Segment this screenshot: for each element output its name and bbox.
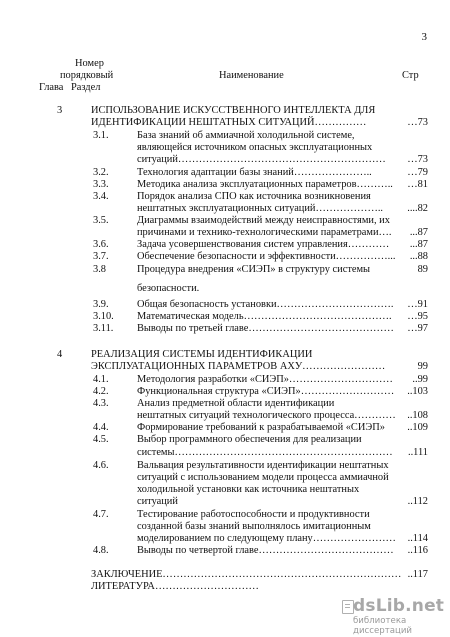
toc-entry-title-line: Диаграммы взаимодействий между неисправностями, их bbox=[137, 215, 390, 226]
conclusion-page: ..117 bbox=[407, 569, 428, 580]
page-number: 3 bbox=[421, 31, 427, 43]
toc-entry-title-line: Математическая модель……………………………………. bbox=[137, 311, 392, 322]
toc-entry-title-line: Обеспечение безопасности и эффективности……………... bbox=[137, 251, 396, 262]
toc-entry-number: 4.2. bbox=[93, 386, 109, 397]
toc-entry-title-line: ситуаций…………………………………………………… bbox=[137, 154, 386, 165]
toc-entry-page: ...87 bbox=[409, 239, 428, 250]
header-page-label: Стр bbox=[402, 70, 419, 81]
toc-entry-page: ....82 bbox=[407, 203, 428, 214]
toc-entry-number: 3.10. bbox=[93, 311, 114, 322]
toc-entry-title-line: созданной базы знаний выполнялось имитационным bbox=[137, 521, 371, 532]
header-section-label: Раздел bbox=[71, 82, 101, 93]
toc-entry-page: ...87 bbox=[409, 227, 428, 238]
toc-entry-title-line: нештатных эксплуатационных ситуаций……………….. bbox=[137, 203, 384, 214]
chapter-title-line: РЕАЛИЗАЦИЯ СИСТЕМЫ ИДЕНТИФИКАЦИИ bbox=[91, 349, 313, 360]
toc-entry-number: 4.5. bbox=[93, 434, 109, 445]
toc-entry-title-line: Тестирование работоспособности и продуктивности bbox=[137, 509, 370, 520]
toc-entry-title-line: системы……………………………………………………… bbox=[137, 447, 393, 458]
toc-entry-title-line: Общая безопасность установки……………………………. bbox=[137, 299, 394, 310]
toc-entry-number: 3.6. bbox=[93, 239, 109, 250]
toc-entry-title-line: Методология разработки «СИЭП»………………………… bbox=[137, 374, 393, 385]
header-name-label: Наименование bbox=[219, 70, 284, 81]
toc-entry-number: 3.5. bbox=[93, 215, 109, 226]
toc-entry-title-line: Формирование требований к разрабатываемой «СИЭП» bbox=[137, 422, 385, 433]
toc-entry-title-line: моделированием по следующему плану…………………… bbox=[137, 533, 396, 544]
chapter-title-line: ИДЕНТИФИКАЦИИ НЕШТАТНЫХ СИТУАЦИЙ…………… bbox=[91, 117, 367, 128]
toc-entry-title-line: холодильной установки как источника нештатных bbox=[137, 484, 360, 495]
toc-entry-title-line: причинами и технико-технологическими параметрами…. bbox=[137, 227, 392, 238]
toc-entry-page: ...88 bbox=[409, 251, 428, 262]
toc-entry-page: …91 bbox=[407, 299, 428, 310]
toc-entry-title-line: Функциональная структура «СИЭП»……………………… bbox=[137, 386, 395, 397]
toc-entry-title-line: Выводы по третьей главе…………………………………… bbox=[137, 323, 394, 334]
toc-entry-number: 4.8. bbox=[93, 545, 109, 556]
toc-entry-page: …97 bbox=[407, 323, 428, 334]
toc-entry-title-line: Выводы по четвертой главе………………………………… bbox=[137, 545, 394, 556]
toc-entry-page: ..111 bbox=[407, 447, 428, 458]
toc-entry-title-line: Процедура внедрения «СИЭП» в структуру системы bbox=[137, 264, 371, 275]
toc-entry-number: 4.1. bbox=[93, 374, 109, 385]
toc-entry-title-line: безопасности. bbox=[137, 283, 200, 294]
toc-entry-page: …73 bbox=[407, 154, 428, 165]
toc-entry-number: 3.8 bbox=[93, 264, 106, 275]
chapter-page: …73 bbox=[407, 117, 428, 128]
toc-entry-title-line: Методика анализа эксплуатационных параметров……….. bbox=[137, 179, 393, 190]
literature-label: ЛИТЕРАТУРА………………………… bbox=[91, 581, 259, 592]
toc-entry-number: 3.4. bbox=[93, 191, 109, 202]
chapter-number: 4 bbox=[57, 349, 63, 360]
toc-entry-title-line: Технология адаптации базы знаний………………….. bbox=[137, 167, 372, 178]
toc-entry-title-line: Порядок анализа СПО как источника возникновения bbox=[137, 191, 371, 202]
toc-entry-page: ..114 bbox=[407, 533, 428, 544]
toc-entry-title-line: Анализ предметной области идентификации bbox=[137, 398, 335, 409]
toc-entry-page: ..116 bbox=[407, 545, 428, 556]
conclusion-label: ЗАКЛЮЧЕНИЕ…………………………………………………………… bbox=[91, 569, 402, 580]
toc-entry-number: 4.7. bbox=[93, 509, 109, 520]
header-number-label: Номер bbox=[75, 58, 104, 69]
toc-entry-title-line: Выбор программного обеспечения для реализации bbox=[137, 434, 362, 445]
toc-entry-number: 3.3. bbox=[93, 179, 109, 190]
toc-entry-page: ..103 bbox=[407, 386, 428, 397]
toc-entry-title-line: ситуаций с использованием модели процесса аммиачной bbox=[137, 472, 389, 483]
toc-entry-page: …79 bbox=[407, 167, 428, 178]
watermark-subtitle: библиотека диссертаций bbox=[353, 616, 413, 636]
toc-entry-title-line: Задача усовершенствования систем управления………… bbox=[137, 239, 390, 250]
toc-entry-number: 3.9. bbox=[93, 299, 109, 310]
toc-entry-page: …95 bbox=[407, 311, 428, 322]
header-serial-label: порядковый bbox=[60, 70, 114, 81]
toc-entry-page: …81 bbox=[407, 179, 428, 190]
toc-entry-page: ..108 bbox=[407, 410, 428, 421]
header-chapter-label: Глава bbox=[39, 82, 64, 93]
chapter-number: 3 bbox=[57, 105, 63, 116]
toc-entry-page: ..112 bbox=[407, 496, 428, 507]
chapter-title-line: ИСПОЛЬЗОВАНИЕ ИСКУССТВЕННОГО ИНТЕЛЛЕКТА ДЛЯ bbox=[91, 105, 376, 116]
toc-entry-number: 4.4. bbox=[93, 422, 109, 433]
toc-entry-title-line: являющейся источником опасных эксплуатационных bbox=[137, 142, 373, 153]
toc-entry-page: ..109 bbox=[407, 422, 428, 433]
toc-entry-number: 3.11. bbox=[93, 323, 114, 334]
toc-entry-number: 4.3. bbox=[93, 398, 109, 409]
watermark bbox=[353, 596, 445, 636]
toc-entry-page: ..99 bbox=[412, 374, 428, 385]
toc-entry-title-line: ситуаций bbox=[137, 496, 178, 507]
toc-entry-number: 3.1. bbox=[93, 130, 109, 141]
watermark-logo: dsLib.net bbox=[353, 596, 445, 616]
chapter-title-line: ЭКСПЛУАТАЦИОННЫХ ПАРАМЕТРОВ АХУ…………………… bbox=[91, 361, 386, 372]
toc-entry-title-line: База знаний об аммиачной холодильной системе, bbox=[137, 130, 355, 141]
toc-entry-number: 3.2. bbox=[93, 167, 109, 178]
chapter-page: 99 bbox=[417, 361, 428, 372]
toc-entry-title-line: нештатных ситуаций технологического процесса………… bbox=[137, 410, 396, 421]
toc-entry-title-line: Вальвация результативности идентификации нештатных bbox=[137, 460, 389, 471]
toc-entry-number: 4.6. bbox=[93, 460, 109, 471]
toc-entry-page: 89 bbox=[417, 264, 428, 275]
toc-entry-number: 3.7. bbox=[93, 251, 109, 262]
